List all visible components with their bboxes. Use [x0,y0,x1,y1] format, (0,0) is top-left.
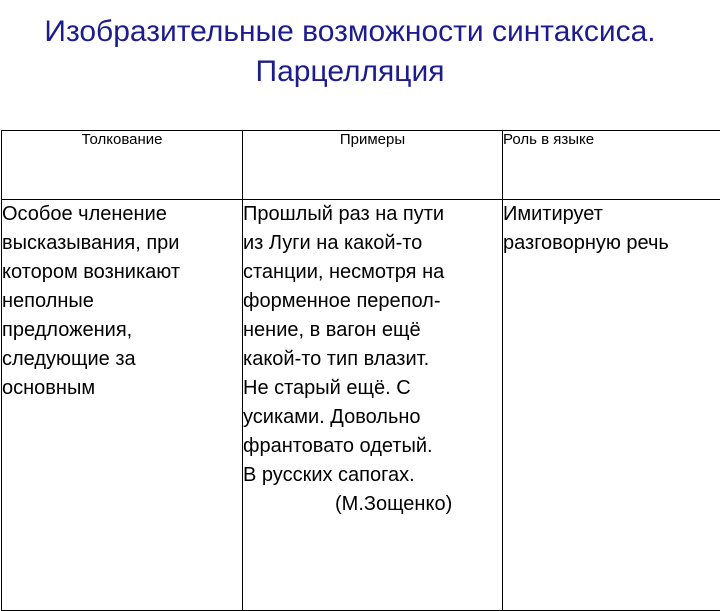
table-header-row [2,131,720,200]
slide-title [0,12,720,92]
cell-role [503,200,720,611]
header-examples: Примеры [243,131,503,200]
interpretation-line: котором возникают [2,258,242,287]
interpretation-line: предложения, [2,316,242,345]
table-row [2,200,720,611]
interpretation-line: следующие за [2,345,242,374]
interpretation-line: неполные [2,287,242,316]
interpretation-line: основным [2,374,242,403]
example-line: какой-то тип влазит. [243,345,502,374]
role-line: разговорную речь [503,229,720,258]
slide-title-line-2: Парцелляция [0,52,710,92]
example-line: франтовато одетый. [243,432,502,461]
interpretation-line: Особое членение [2,200,242,229]
example-author: (М.Зощенко) [243,490,502,519]
slide-title-line-1: Изобразительные возможности синтаксиса. [0,12,710,52]
header-role: Роль в языке [503,131,720,200]
cell-interpretation [2,200,243,611]
role-line: Имитирует [503,200,720,229]
header-interpretation: Толкование [2,131,243,200]
example-line: В русских сапогах. [243,461,502,490]
example-line: Не старый ещё. С [243,374,502,403]
example-line: станции, несмотря на [243,258,502,287]
example-line: Прошлый раз на пути [243,200,502,229]
example-line: нение, в вагон ещё [243,316,502,345]
example-line: из Луги на какой-то [243,229,502,258]
example-line: форменное перепол- [243,287,502,316]
interpretation-line: высказывания, при [2,229,242,258]
parcellation-table [1,130,720,611]
cell-examples [243,200,503,611]
example-line: усиками. Довольно [243,403,502,432]
